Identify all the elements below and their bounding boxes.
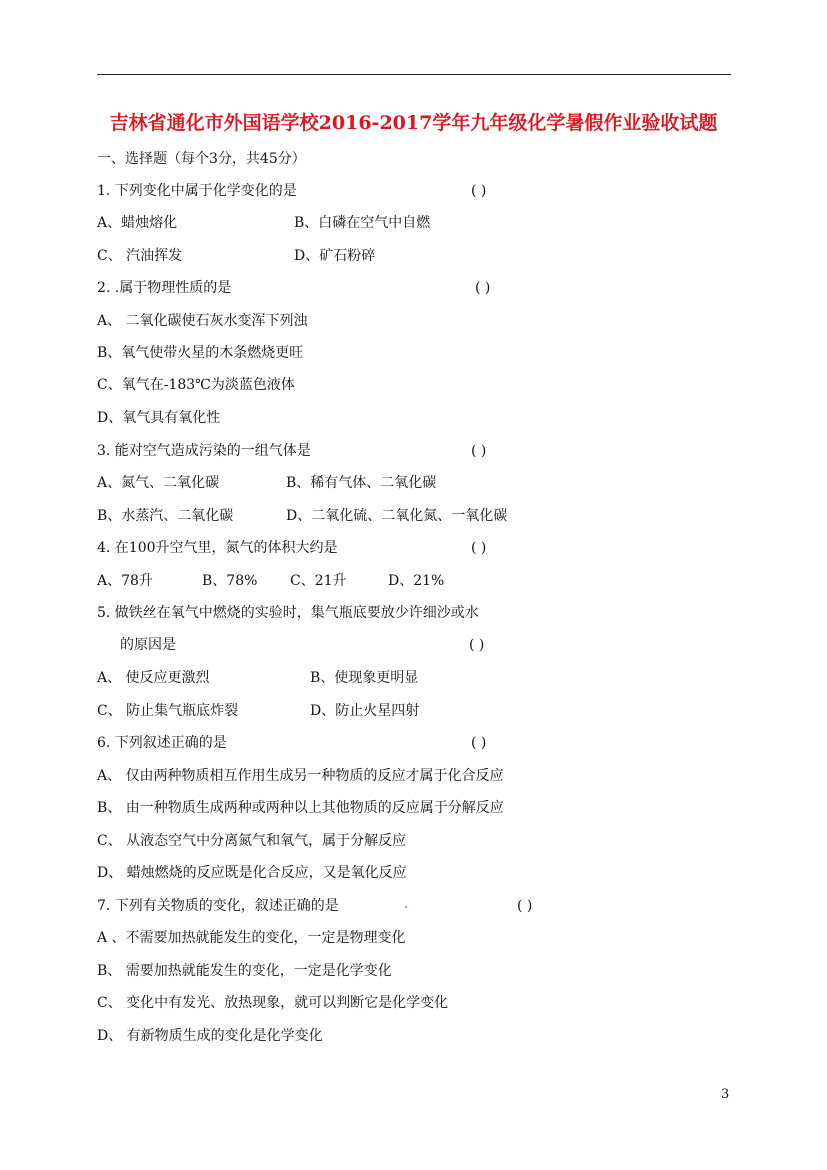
question-4-option-c: C、21升 [290, 573, 347, 589]
question-1-option-a: A、蜡烛熔化 [97, 215, 178, 231]
question-4-answer-bracket: ( ) [471, 540, 487, 556]
question-5-option-c: C、 防止集气瓶底炸裂 [97, 703, 239, 719]
header-rule [97, 74, 731, 75]
question-3-option-b: B、稀有气体、二氧化碳 [286, 475, 437, 491]
question-1-option-d: D、矿石粉碎 [294, 248, 376, 264]
question-1-stem: 1. 下列变化中属于化学变化的是 [97, 183, 297, 199]
question-6-option-b: B、 由一种物质生成两种或两种以上其他物质的反应属于分解反应 [97, 800, 504, 816]
question-4-option-b: B、78% [202, 573, 258, 589]
question-5-stem-continued: 的原因是 [120, 637, 176, 653]
question-2-option-a: A、 二氧化碳使石灰水变浑下列浊 [97, 313, 308, 329]
question-7-stem: 7. 下列有关物质的变化，叙述正确的是 [97, 898, 339, 914]
question-7-option-d: D、 有新物质生成的变化是化学变化 [97, 1028, 323, 1044]
question-2-answer-bracket: ( ) [475, 280, 491, 296]
question-1-option-c: C、 汽油挥发 [97, 248, 183, 264]
question-6-option-c: C、 从液态空气中分离氮气和氧气，属于分解反应 [97, 833, 407, 849]
question-3-answer-bracket: ( ) [471, 443, 487, 459]
question-3-stem: 3. 能对空气造成污染的一组气体是 [97, 443, 311, 459]
stray-mark: . [404, 897, 409, 912]
question-7-answer-bracket: ( ) [517, 898, 533, 914]
page-number: 3 [721, 1087, 730, 1102]
question-3-option-a: A、氮气、二氧化碳 [97, 475, 220, 491]
question-2-option-d: D、氧气具有氧化性 [97, 410, 221, 426]
question-4-stem: 4. 在100升空气里，氮气的体积大约是 [97, 540, 338, 556]
question-5-answer-bracket: ( ) [469, 637, 485, 653]
question-7-option-b: B、 需要加热就能发生的变化，一定是化学变化 [97, 963, 392, 979]
question-7-option-c: C、 变化中有发光、放热现象，就可以判断它是化学变化 [97, 995, 449, 1011]
question-4-option-a: A、78升 [97, 573, 153, 589]
question-2-option-b: B、氧气使带火星的木条燃烧更旺 [97, 345, 304, 361]
question-7-option-a: A 、不需要加热就能发生的变化，一定是物理变化 [97, 930, 406, 946]
question-2-option-c: C、氧气在-183℃为淡蓝色液体 [97, 377, 295, 393]
question-1-option-b: B、白磷在空气中自燃 [294, 215, 431, 231]
question-5-option-d: D、防止火星四射 [310, 703, 420, 719]
question-5-option-b: B、使现象更明显 [310, 670, 419, 686]
section-heading: 一、选择题（每个3分，共45分） [97, 151, 306, 167]
question-4-option-d: D、21% [388, 573, 445, 589]
page-title: 吉林省通化市外国语学校2016-2017学年九年级化学暑假作业验收试题 [109, 112, 718, 134]
question-5-option-a: A、 使反应更激烈 [97, 670, 210, 686]
question-6-answer-bracket: ( ) [471, 735, 487, 751]
question-5-stem: 5. 做铁丝在氧气中燃烧的实验时，集气瓶底要放少许细沙或水 [97, 605, 479, 621]
question-6-stem: 6. 下列叙述正确的是 [97, 735, 227, 751]
question-6-option-d: D、 蜡烛燃烧的反应既是化合反应，又是氧化反应 [97, 865, 407, 881]
question-2-stem: 2. .属于物理性质的是 [97, 280, 232, 296]
question-6-option-a: A、 仅由两种物质相互作用生成另一种物质的反应才属于化合反应 [97, 768, 504, 784]
question-1-answer-bracket: ( ) [471, 183, 487, 199]
question-3-option-d: D、二氧化硫、二氧化氮、一氧化碳 [286, 508, 508, 524]
question-3-option-c: B、水蒸汽、二氧化碳 [97, 508, 234, 524]
